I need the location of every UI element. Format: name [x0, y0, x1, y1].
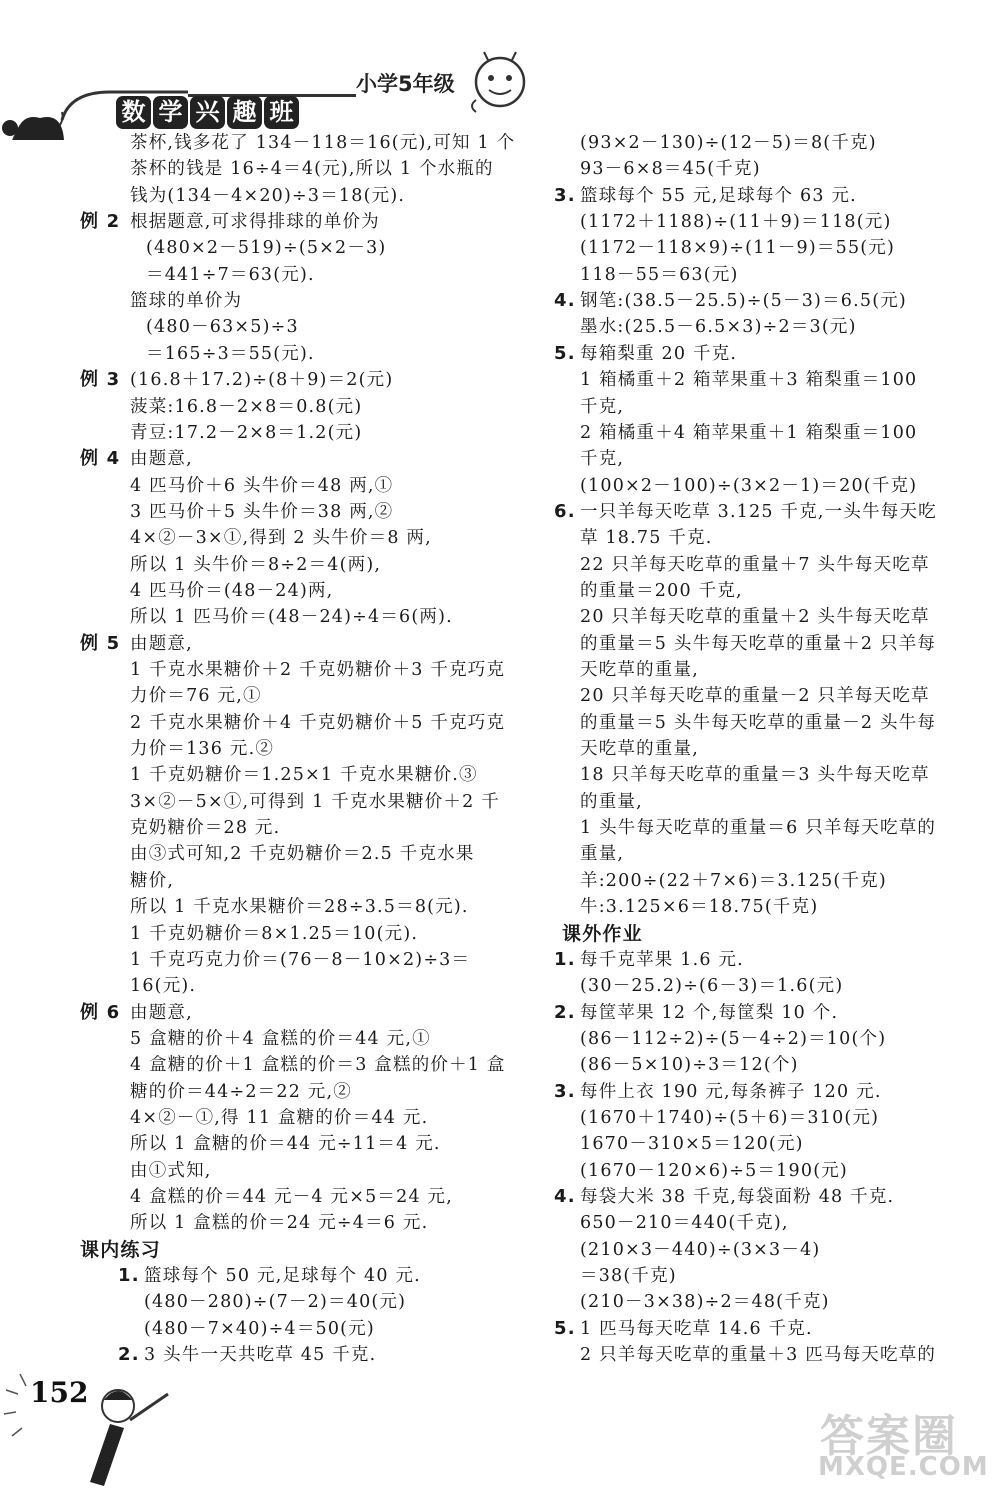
answer-line: 钱为(134－4×20)÷3＝18(元). — [130, 185, 406, 206]
answer-line: ＝441÷7＝63(元). — [146, 264, 315, 285]
answer-line: 由①式知, — [130, 1160, 212, 1181]
answer-line: 118－55＝63(元) — [580, 264, 739, 285]
answer-line: 1 千克奶糖价＝8×1.25＝10(元). — [130, 923, 419, 944]
answer-line: (480－280)÷(7－2)＝40(元) — [144, 1292, 407, 1313]
answer-line: 由题意, — [130, 633, 193, 654]
answer-line: 重量, — [580, 844, 625, 865]
answer-line: (480－63×5)÷3 — [146, 317, 299, 338]
answer-line: 克奶糖价＝28 元. — [130, 818, 281, 839]
item-label: 例 4 — [80, 448, 121, 470]
answer-line: 每筐苹果 12 个,每筐梨 10 个. — [580, 1002, 839, 1023]
page-number: 152 — [30, 1376, 89, 1409]
answer-line: 1670－310×5＝120(元) — [580, 1134, 804, 1155]
answer-line: (86－5×10)÷3＝12(个) — [580, 1055, 799, 1076]
answer-line: 所以 1 头牛价＝8÷2＝4(两), — [130, 554, 382, 575]
brand-char: 班 — [264, 96, 299, 129]
answer-line: 16(元). — [130, 976, 197, 997]
item-label: 例 6 — [80, 1001, 121, 1023]
answer-line: 5 盒糖的价＋4 盒糕的价＝44 元,① — [130, 1028, 431, 1049]
answer-line: (210×3－440)÷(3×3－4) — [580, 1239, 821, 1260]
answer-line: (1172＋1188)÷(11＋9)＝118(元) — [580, 212, 892, 233]
answer-line: (16.8＋17.2)÷(8＋9)＝2(元) — [130, 370, 394, 391]
answer-line: (480×2－519)÷(5×2－3) — [146, 238, 387, 259]
brand-char: 趣 — [227, 96, 262, 129]
brand-title — [116, 96, 299, 129]
page-header — [0, 0, 1000, 140]
answer-line: 天吃草的重量, — [580, 739, 699, 760]
answer-line: 所以 1 千克水果糖价＝28÷3.5＝8(元). — [130, 897, 469, 918]
item-label: 5. — [554, 1317, 576, 1339]
answer-line: 4×②－①,得 11 盒糖的价＝44 元. — [130, 1107, 429, 1128]
answer-line: 每箱梨重 20 千克. — [580, 343, 738, 364]
answer-line: 4 匹马价＋6 头牛价＝48 两,① — [130, 475, 394, 496]
answer-line: 每袋大米 38 千克,每袋面粉 48 千克. — [580, 1187, 895, 1207]
answer-line: 篮球每个 50 元,足球每个 40 元. — [144, 1266, 421, 1287]
answer-line: 3 头牛一天共吃草 45 千克. — [144, 1345, 377, 1366]
item-label: 3. — [554, 1080, 576, 1102]
answer-line: 由③式可知,2 千克奶糖价＝2.5 千克水果 — [130, 844, 475, 865]
answer-line: 力价＝76 元,① — [130, 686, 262, 707]
answer-line: 糖价, — [130, 870, 175, 891]
answer-line: 2 只羊每天吃草的重量＋3 匹马每天吃草的 — [580, 1345, 937, 1366]
answer-line: 18 只羊每天吃草的重量＝3 头牛每天吃草 — [580, 765, 930, 786]
answer-line: 2 千克水果糖价＋4 千克奶糖价＋5 千克巧克 — [130, 712, 506, 733]
answer-line: 1 千克巧克力价＝(76－8－10×2)÷3＝ — [130, 949, 471, 970]
answer-line: 一只羊每天吃草 3.125 千克,一头牛每天吃 — [580, 501, 937, 522]
answer-line: 4 盒糖的价＋1 盒糕的价＝3 盒糕的价＋1 盒 — [130, 1055, 506, 1076]
answer-line: 茶杯,钱多花了 134－118＝16(元),可知 1 个 — [130, 133, 516, 153]
cartoon-boy-icon — [90, 1390, 168, 1486]
answer-line: 4×②－3×①,得到 2 头牛价＝8 两, — [130, 528, 432, 549]
item-label: 例 2 — [80, 211, 121, 233]
answer-line: (30－25.2)÷(6－3)＝1.6(元) — [580, 976, 844, 997]
item-label: 例 3 — [80, 369, 121, 391]
brand-char: 学 — [153, 96, 188, 129]
answer-line: 由题意, — [130, 449, 193, 470]
answer-line: 羊:200÷(22＋7×6)＝3.125(千克) — [580, 870, 887, 891]
watermark-logo: 答案圈 — [820, 1411, 958, 1462]
answer-line: 1 匹马每天吃草 14.6 千克. — [580, 1318, 813, 1339]
answer-line: 钢笔:(38.5－25.5)÷(5－3)＝6.5(元) — [580, 291, 907, 312]
answer-line: 糖的价＝44÷2＝22 元,② — [130, 1081, 352, 1102]
answer-line: 所以 1 盒糖的价＝44 元÷11＝4 元. — [130, 1134, 441, 1155]
answer-line: 篮球每个 55 元,足球每个 63 元. — [580, 185, 857, 206]
item-label: 2. — [118, 1344, 140, 1366]
item-label: 6. — [554, 500, 576, 522]
answer-line: 茶杯的钱是 16÷4＝4(元),所以 1 个水瓶的 — [130, 159, 494, 180]
answer-line: 3×②－5×①,可得到 1 千克水果糖价＋2 千 — [130, 791, 500, 812]
answer-line: 篮球的单价为 — [130, 291, 243, 312]
answer-line: 所以 1 盒糕的价＝24 元÷4＝6 元. — [130, 1213, 429, 1234]
item-label: 1. — [118, 1265, 140, 1287]
answer-line: 1 千克奶糖价＝1.25×1 千克水果糖价.③ — [130, 765, 478, 786]
answer-line: 22 只羊每天吃草的重量＋7 头牛每天吃草 — [580, 554, 930, 575]
answer-line: 2 箱橘重＋4 箱苹果重＋1 箱梨重＝100 — [580, 422, 918, 443]
answer-line: 力价＝136 元.② — [130, 739, 275, 760]
answer-line: 的重量＝5 头牛每天吃草的重量－2 头牛每 — [580, 712, 937, 733]
answer-line: 93－6×8＝45(千克) — [580, 159, 761, 180]
item-label: 3. — [554, 184, 576, 206]
answer-line: ＝165÷3＝55(元). — [146, 343, 315, 364]
answer-line: 根据题意,可求得排球的单价为 — [130, 212, 380, 233]
sun-icon — [4, 1374, 26, 1436]
answer-line: (100×2－100)÷(3×2－1)＝20(千克) — [580, 475, 918, 496]
answer-line: 牛:3.125×6＝18.75(千克) — [580, 897, 819, 918]
answer-line: 的重量, — [580, 791, 643, 812]
item-label: 2. — [554, 1001, 576, 1023]
answer-line: 20 只羊每天吃草的重量＋2 头牛每天吃草 — [580, 607, 930, 628]
grade-label: 小学5年级 — [356, 72, 455, 96]
answer-line: 的重量＝200 千克, — [580, 580, 743, 601]
answer-line: ＝38(千克) — [580, 1266, 677, 1287]
answer-line: 1 箱橘重＋2 箱苹果重＋3 箱梨重＝100 — [580, 370, 918, 391]
item-label: 例 5 — [80, 632, 121, 654]
answer-line: 4 匹马价＝(48－24)两, — [130, 580, 334, 601]
answer-line: 所以 1 匹马价＝(48－24)÷4＝6(两). — [130, 607, 453, 628]
answer-line: 650－210＝440(千克), — [580, 1213, 789, 1234]
item-label: 4. — [554, 290, 576, 312]
answer-line: (480－7×40)÷4＝50(元) — [144, 1318, 375, 1339]
section-heading: 课内练习 — [80, 1238, 161, 1261]
answer-line: 1 头牛每天吃草的重量＝6 只羊每天吃草的 — [580, 818, 937, 839]
answer-line: 墨水:(25.5－6.5×3)÷2＝3(元) — [580, 317, 857, 338]
cartoon-girl-icon — [2, 117, 64, 140]
brand-char: 兴 — [190, 96, 225, 129]
section-heading: 课外作业 — [562, 922, 643, 945]
item-label: 5. — [554, 342, 576, 364]
answer-line: (1670－120×6)÷5＝190(元) — [580, 1160, 848, 1181]
answer-line: 千克, — [580, 449, 625, 470]
answer-line: 由题意, — [130, 1002, 193, 1023]
brand-char: 数 — [116, 96, 151, 129]
answer-line: 菠菜:16.8－2×8＝0.8(元) — [130, 396, 363, 417]
answer-line: 的重量＝5 头牛每天吃草的重量＋2 只羊每 — [580, 633, 937, 654]
watermark-url: MXQE.COM — [818, 1452, 989, 1482]
item-label: 1. — [554, 948, 576, 970]
answer-line: 4 盒糕的价＝44 元－4 元×5＝24 元, — [130, 1187, 454, 1207]
answer-line: (1670＋1740)÷(5＋6)＝310(元) — [580, 1107, 880, 1128]
answer-line: 每千克苹果 1.6 元. — [580, 949, 744, 970]
answer-line: 每件上衣 190 元,每条裤子 120 元. — [580, 1081, 882, 1102]
answer-line: (93×2－130)÷(12－5)＝8(千克) — [580, 133, 877, 153]
answer-line: 天吃草的重量, — [580, 660, 699, 680]
answer-line: (86－112÷2)÷(5－4÷2)＝10(个) — [580, 1028, 887, 1049]
answer-line: 千克, — [580, 396, 625, 417]
answer-line: 1 千克水果糖价＋2 千克奶糖价＋3 千克巧克 — [130, 660, 506, 680]
answer-line: 3 匹马价＋5 头牛价＝38 两,② — [130, 501, 394, 522]
answer-line: 20 只羊每天吃草的重量－2 只羊每天吃草 — [580, 686, 930, 707]
answer-line: 草 18.75 千克. — [580, 528, 713, 549]
answer-line: 青豆:17.2－2×8＝1.2(元) — [130, 422, 363, 443]
smiley-icon — [472, 52, 524, 112]
answer-line: (210－3×38)÷2＝48(千克) — [580, 1292, 830, 1313]
item-label: 4. — [554, 1186, 576, 1207]
answer-line: (1172－118×9)÷(11－9)＝55(元) — [580, 238, 896, 259]
